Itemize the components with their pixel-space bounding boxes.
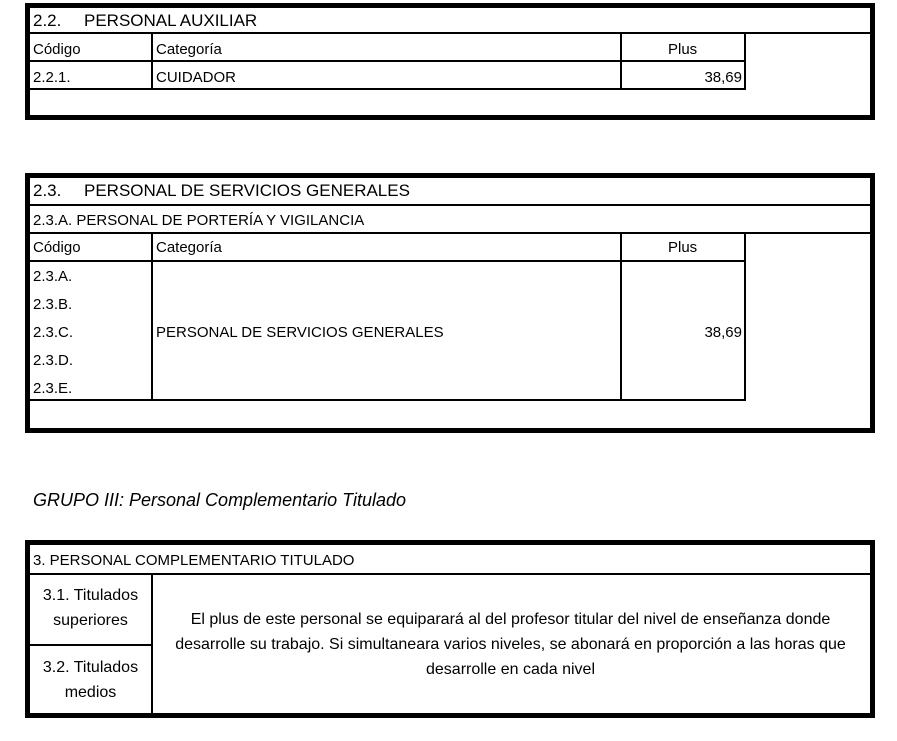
- table-servicios-generales: [25, 173, 875, 433]
- section-code: 2.3.: [33, 181, 62, 200]
- row-code: 2.2.1.: [33, 69, 71, 86]
- table-personal-auxiliar: [25, 3, 875, 120]
- row-category: PERSONAL DE SERVICIOS GENERALES: [156, 324, 444, 341]
- row-plus: 38,69: [704, 324, 742, 341]
- header-codigo: Código: [33, 41, 81, 58]
- section-code: 2.2.: [33, 11, 62, 30]
- section-title: 3. PERSONAL COMPLEMENTARIO TITULADO: [33, 552, 355, 569]
- row-plus: 38,69: [704, 69, 742, 86]
- row-code: 2.3.C.: [33, 324, 74, 341]
- row-code: 2.3.A.: [33, 268, 73, 285]
- header-plus: Plus: [668, 239, 698, 256]
- row-titulados-superiores: 3.1. Titulados superiores: [42, 587, 139, 629]
- row-code: 2.3.D.: [33, 352, 74, 369]
- header-codigo: Código: [33, 239, 81, 256]
- section-title: PERSONAL DE SERVICIOS GENERALES: [84, 181, 410, 200]
- group-heading: GRUPO III: Personal Complementario Titulado: [33, 490, 406, 510]
- section-title: PERSONAL AUXILIAR: [84, 11, 258, 30]
- row-code: 2.3.B.: [33, 296, 73, 313]
- header-plus: Plus: [668, 41, 698, 58]
- section-subtitle: 2.3.A. PERSONAL DE PORTERÍA Y VIGILANCIA: [33, 212, 365, 229]
- header-categoria: Categoría: [156, 41, 222, 58]
- table-personal-titulado: [25, 540, 875, 718]
- row-code: 2.3.E.: [33, 380, 73, 397]
- row-titulados-medios: 3.2. Titulados medios: [42, 659, 139, 701]
- row-category: CUIDADOR: [156, 69, 237, 86]
- header-categoria: Categoría: [156, 239, 222, 256]
- plus-description: El plus de este personal se equiparará al del profesor titular del nivel de enseñanza donde desarrolle su trabajo. Si simultaneara varios niveles, se abonará en proporción a las horas que desarrolle en cada nivel: [175, 611, 846, 678]
